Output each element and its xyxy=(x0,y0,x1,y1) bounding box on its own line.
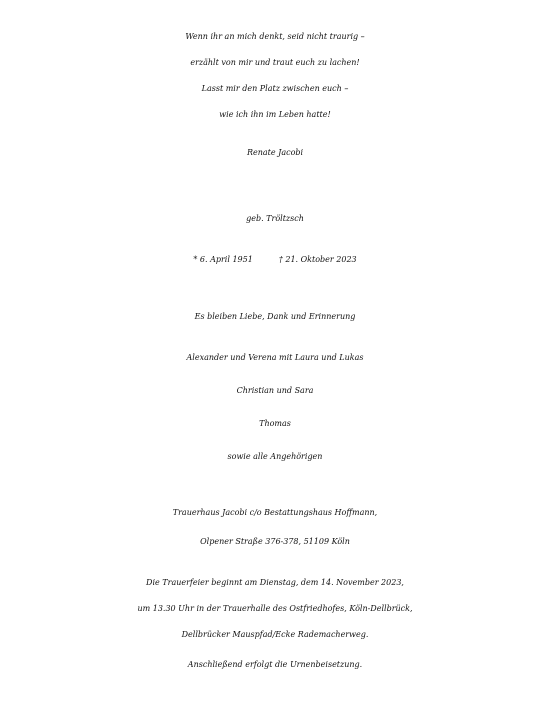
poem-line: erzählt von mir und traut euch zu lachen! xyxy=(190,58,360,67)
address-line: Trauerhaus Jacobi c/o Bestattungshaus Hoffmann, xyxy=(172,508,378,517)
deceased-name: Renate Jacobi xyxy=(246,148,304,157)
life-dates xyxy=(0,255,550,264)
mourner-line: Thomas xyxy=(259,419,291,428)
dedication: Es bleiben Liebe, Dank und Erinnerung xyxy=(194,312,356,321)
poem-line: Lasst mir den Platz zwischen euch – xyxy=(201,84,349,93)
poem-line: wie ich ihn im Leben hatte! xyxy=(219,110,331,119)
ceremony-line: Anschließend erfolgt die Urnenbeisetzung. xyxy=(187,660,363,669)
death-date: † 21. Oktober 2023 xyxy=(278,255,357,264)
mourner-line: sowie alle Angehörigen xyxy=(227,452,323,461)
mourner-line: Christian und Sara xyxy=(236,386,314,395)
ceremony-line: Dellbrücker Mauspfad/Ecke Rademacherweg. xyxy=(181,630,369,639)
poem-line: Wenn ihr an mich denkt, seid nicht traurig – xyxy=(185,32,365,41)
birth-name: geb. Tröltzsch xyxy=(246,214,304,223)
mourner-line: Alexander und Verena mit Laura und Lukas xyxy=(186,353,364,362)
address-line: Olpener Straße 376-378, 51109 Köln xyxy=(200,537,350,546)
ceremony-line: Die Trauerfeier beginnt am Dienstag, dem 14. November 2023, xyxy=(146,578,404,587)
birth-date: * 6. April 1951 xyxy=(193,255,253,264)
ceremony-line: um 13.30 Uhr in der Trauerhalle des Ostfriedhofes, Köln-Dellbrück, xyxy=(137,604,413,613)
